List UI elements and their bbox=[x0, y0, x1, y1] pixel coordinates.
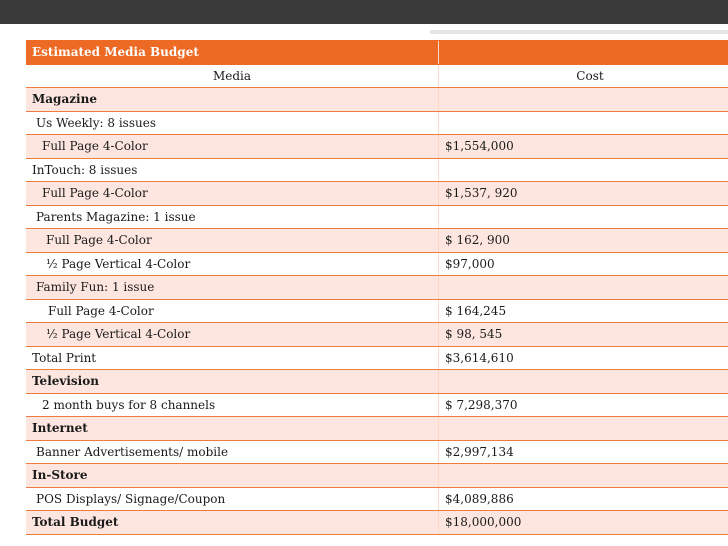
table-row bbox=[26, 417, 728, 441]
table-row bbox=[26, 299, 728, 323]
table-title-spacer bbox=[439, 41, 728, 65]
cost-cell: $ 98, 545 bbox=[439, 323, 728, 347]
slide-top-rule bbox=[430, 30, 728, 34]
table-row bbox=[26, 370, 728, 394]
cost-cell bbox=[439, 111, 728, 135]
media-cell: Total Budget bbox=[26, 511, 439, 535]
cost-cell: $1,537, 920 bbox=[439, 182, 728, 206]
cost-cell bbox=[439, 464, 728, 488]
media-cell: Family Fun: 1 issue bbox=[26, 276, 439, 300]
cost-cell: $1,554,000 bbox=[439, 135, 728, 159]
media-cell: Internet bbox=[26, 417, 439, 441]
media-cell: ½ Page Vertical 4-Color bbox=[26, 323, 439, 347]
cost-cell: $ 162, 900 bbox=[439, 229, 728, 253]
cost-cell: $2,997,134 bbox=[439, 440, 728, 464]
cost-cell: $ 7,298,370 bbox=[439, 393, 728, 417]
cost-cell bbox=[439, 276, 728, 300]
cost-cell bbox=[439, 370, 728, 394]
table-row bbox=[26, 511, 728, 535]
table-title-row bbox=[26, 41, 728, 65]
table-row bbox=[26, 229, 728, 253]
cost-cell bbox=[439, 88, 728, 112]
media-cell: Full Page 4-Color bbox=[26, 135, 439, 159]
media-cell: Full Page 4-Color bbox=[26, 182, 439, 206]
slide-top-bar bbox=[0, 0, 728, 24]
media-cell: Television bbox=[26, 370, 439, 394]
media-cell: Total Print bbox=[26, 346, 439, 370]
cost-cell bbox=[439, 158, 728, 182]
table-row bbox=[26, 158, 728, 182]
table-row bbox=[26, 276, 728, 300]
table-row bbox=[26, 464, 728, 488]
cost-cell: $97,000 bbox=[439, 252, 728, 276]
header-cost: Cost bbox=[439, 64, 728, 88]
table-row bbox=[26, 88, 728, 112]
table-header-row bbox=[26, 64, 728, 88]
cost-cell: $18,000,000 bbox=[439, 511, 728, 535]
table-row bbox=[26, 252, 728, 276]
table-title: Estimated Media Budget bbox=[26, 41, 439, 65]
table-row bbox=[26, 346, 728, 370]
media-cell: POS Displays/ Signage/Coupon bbox=[26, 487, 439, 511]
cost-cell: $3,614,610 bbox=[439, 346, 728, 370]
header-media: Media bbox=[26, 64, 439, 88]
cost-cell: $ 164,245 bbox=[439, 299, 728, 323]
table-row bbox=[26, 393, 728, 417]
cost-cell bbox=[439, 205, 728, 229]
cost-cell bbox=[439, 417, 728, 441]
media-cell: 2 month buys for 8 channels bbox=[26, 393, 439, 417]
media-cell: Us Weekly: 8 issues bbox=[26, 111, 439, 135]
media-cell: ½ Page Vertical 4-Color bbox=[26, 252, 439, 276]
table-row bbox=[26, 111, 728, 135]
media-budget-table bbox=[26, 40, 728, 535]
table-row bbox=[26, 135, 728, 159]
table-row bbox=[26, 182, 728, 206]
media-cell: Banner Advertisements/ mobile bbox=[26, 440, 439, 464]
media-cell: Parents Magazine: 1 issue bbox=[26, 205, 439, 229]
table-row bbox=[26, 487, 728, 511]
media-cell: Full Page 4-Color bbox=[26, 229, 439, 253]
media-cell: Magazine bbox=[26, 88, 439, 112]
table-row bbox=[26, 440, 728, 464]
media-cell: Full Page 4-Color bbox=[26, 299, 439, 323]
media-cell: InTouch: 8 issues bbox=[26, 158, 439, 182]
table-row bbox=[26, 323, 728, 347]
cost-cell: $4,089,886 bbox=[439, 487, 728, 511]
media-cell: In-Store bbox=[26, 464, 439, 488]
table-row bbox=[26, 205, 728, 229]
